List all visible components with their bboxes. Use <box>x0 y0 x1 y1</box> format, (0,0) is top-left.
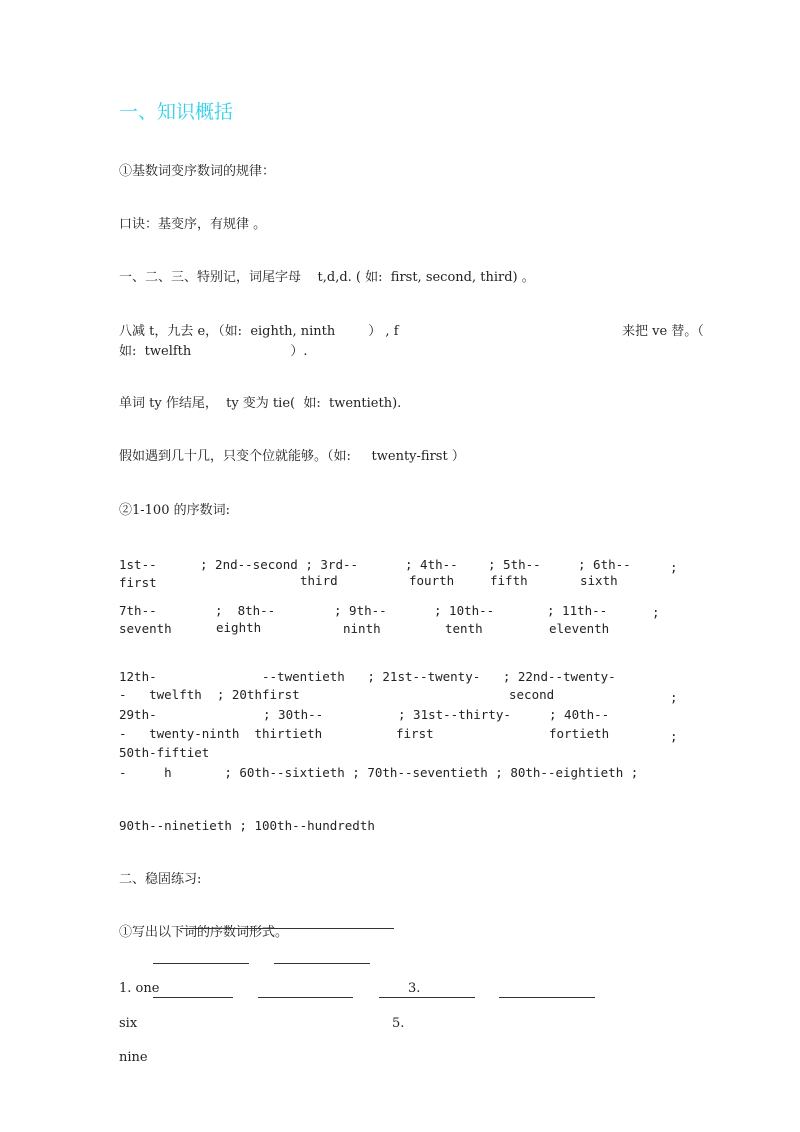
ordinal-item: ; 8th-- <box>215 603 276 618</box>
ordinal-item: ninth <box>343 621 381 636</box>
ordinal-item: - h ; 60th--sixtieth ; 70th--seventieth ; 80th--eightieth ; <box>119 765 639 780</box>
exercise-item-3: 3. <box>408 981 421 996</box>
blank-line <box>153 997 233 998</box>
ordinal-item: ; 11th-- <box>547 603 608 618</box>
ordinal-item: ; 5th-- <box>488 557 541 572</box>
rule-line-2: 八减 t，九去 e，（如: eighth, ninth ） , f <box>119 324 399 339</box>
rule-line-3: 单词 ty 作结尾， ty 变为 tie( 如: twentieth). <box>119 396 402 411</box>
section-heading-1: 一、知识概括 <box>119 101 234 123</box>
ordinal-item: first <box>119 575 157 590</box>
ordinal-item: eighth <box>216 620 262 635</box>
ordinal-item: seventh <box>119 621 172 636</box>
mnemonic-line: 口诀：基变序，有规律 。 <box>119 217 267 232</box>
rule-line-4: 假如遇到几十几，只变个位就能够。（如: twenty-first ） <box>119 449 465 464</box>
ordinal-item: 1st-- <box>119 557 157 572</box>
ordinal-item: fifth <box>490 573 528 588</box>
blank-line <box>499 997 595 998</box>
exercise-item-1: 1. one <box>119 981 160 996</box>
ordinal-item: ; 40th-- <box>549 707 610 722</box>
ordinal-item: 50th-fiftiet <box>119 745 210 760</box>
blank-line <box>153 963 249 964</box>
rule-line-2-cont: 如: twelfth ）. <box>119 344 308 359</box>
ordinal-item: ; <box>652 605 660 620</box>
rule-line-1: 一、二、三、特别记，词尾字母 t,d,d. ( 如: first, second, third) 。 <box>119 270 535 285</box>
exercise-item-nine: nine <box>119 1050 148 1065</box>
ordinal-item: tenth <box>445 621 483 636</box>
ordinal-item: 90th--ninetieth ; 100th--hundredth <box>119 818 375 833</box>
ordinal-item: - twelfth ; 20thfirst <box>119 687 300 702</box>
blank-line <box>180 928 394 929</box>
ordinal-item: ; 6th-- <box>578 557 631 572</box>
ordinal-item: ; <box>670 690 678 705</box>
subsection-title-ordinals: ②1-100 的序数词: <box>119 503 230 518</box>
ordinal-item: 12th- <box>119 669 157 684</box>
exercise-item-5: 5. <box>392 1016 405 1031</box>
exercise-title: ①写出以下词的序数词形式。 <box>119 925 289 940</box>
ordinal-item: ; 4th-- <box>405 557 458 572</box>
subsection-title-rules: ①基数词变序数词的规律： <box>119 164 276 179</box>
ordinal-item: fourth <box>409 573 455 588</box>
ordinal-item: first <box>396 726 434 741</box>
ordinal-item: --twentieth ; 21st--twenty- ; 22nd--twenty- <box>262 669 616 684</box>
ordinal-item: ; 30th-- <box>263 707 324 722</box>
blank-line <box>274 963 370 964</box>
ordinal-item: ; 10th-- <box>434 603 495 618</box>
ordinal-item: 7th-- <box>119 603 157 618</box>
ordinal-item: - twenty-ninth thirtieth <box>119 726 323 741</box>
ordinal-item: ; <box>670 560 678 575</box>
section-heading-2: 二、稳固练习: <box>119 872 202 887</box>
rule-line-2-end: 来把 ve 替。（ <box>622 324 704 339</box>
ordinal-item: ; <box>670 729 678 744</box>
ordinal-item: ; 2nd--second ; 3rd-- <box>200 557 359 572</box>
blank-line <box>379 997 475 998</box>
ordinal-item: ; 9th-- <box>334 603 387 618</box>
ordinal-item: eleventh <box>549 621 610 636</box>
ordinal-item: sixth <box>580 573 618 588</box>
ordinal-item: fortieth <box>549 726 610 741</box>
ordinal-item: ; 31st--thirty- <box>398 707 511 722</box>
ordinal-item: third <box>300 573 338 588</box>
ordinal-item: 29th- <box>119 707 157 722</box>
ordinal-item: second <box>509 687 555 702</box>
exercise-item-six: six <box>119 1016 138 1031</box>
blank-line <box>258 997 353 998</box>
